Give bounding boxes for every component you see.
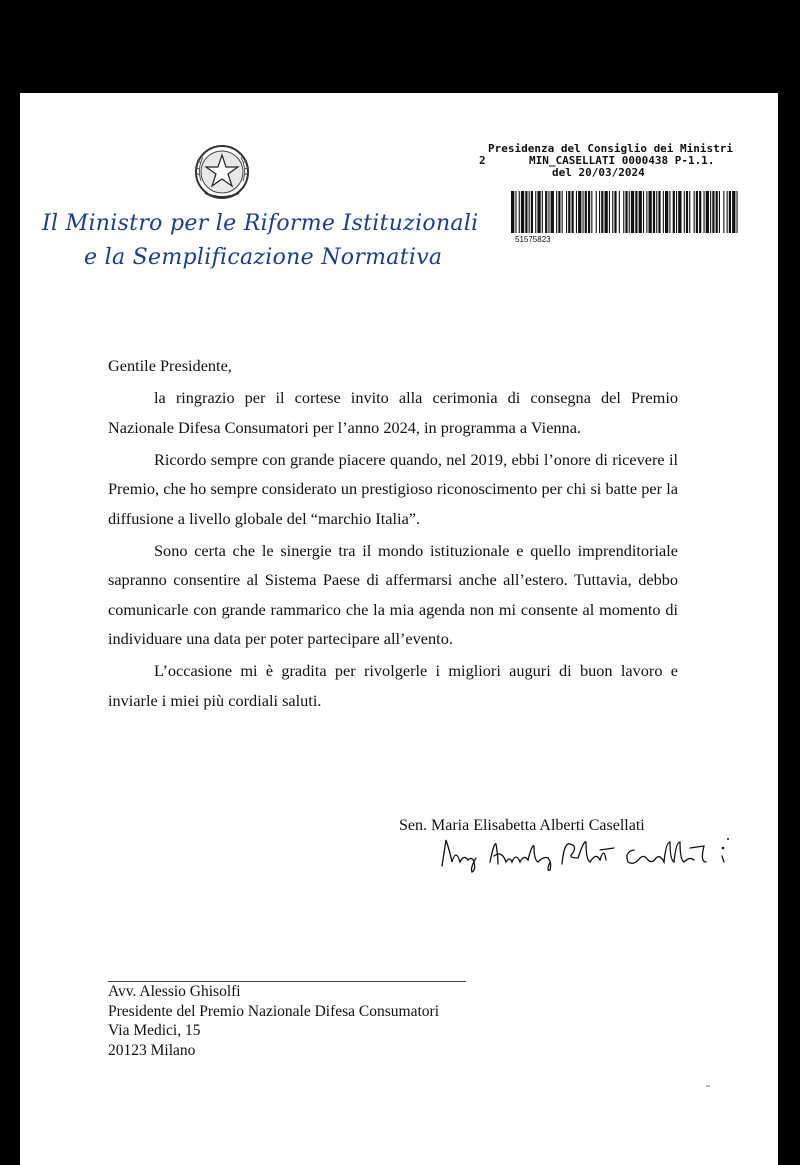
stamp-date: del 20/03/2024 xyxy=(552,166,645,179)
recipient-city: 20123 Milano xyxy=(108,1041,196,1059)
stamp-protocol: MIN_CASELLATI 0000438 P-1.1. xyxy=(529,154,715,167)
paragraph-1: la ringrazio per il cortese invito alla cerimonia di consegna del Premio Nazionale Difesa Consumatori per l’anno 2024, in programma a Vienna. xyxy=(108,388,678,437)
stamp-office: Presidenza del Consiglio dei Ministri xyxy=(488,143,734,155)
barcode-number: 51575823 xyxy=(515,235,551,244)
recipient-title: Presidente del Premio Nazionale Difesa Consumatori xyxy=(108,1002,440,1020)
signatory-name: Sen. Maria Elisabetta Alberti Casellati xyxy=(399,817,645,834)
scan-speck xyxy=(706,1085,710,1087)
protocol-stamp xyxy=(474,143,778,179)
stamp-copy-number: 2 xyxy=(479,154,486,167)
salutation: Gentile Presidente, xyxy=(108,356,232,375)
barcode xyxy=(511,191,739,233)
paragraph-4: L’occasione mi è gradita per rivolgerle i migliori auguri di buon lavoro e inviarle i miei più cordiali saluti. xyxy=(108,661,678,710)
ministry-line-2: e la Semplificazione Normativa xyxy=(84,245,443,270)
ministry-line-1: Il Ministro per le Riforme Istituzionali xyxy=(42,211,479,236)
recipient-name: Avv. Alessio Ghisolfi xyxy=(108,983,241,1000)
letter-body xyxy=(108,351,678,715)
paragraph-3: Sono certa che le sinergie tra il mondo istituzionale e quello imprenditoriale sapranno consentire al Sistema Paese di affermarsi anche all’estero. Tuttavia, debbo comunicarle con grande rammarico che la mia agenda non mi consente al momento di individuare una data per poter partecipare all’evento. xyxy=(108,540,678,648)
recipient-address xyxy=(108,982,439,1060)
handwritten-signature xyxy=(438,832,738,874)
paragraph-2: Ricordo sempre con grande piacere quando, nel 2019, ebbi l’onore di ricevere il Premio, che ho sempre considerato un prestigioso riconoscimento per chi si batte per la diffusione a livello globale del “marchio Italia”. xyxy=(108,449,678,528)
italian-republic-emblem-icon xyxy=(191,141,253,203)
letter-page xyxy=(20,93,778,1165)
ministry-heading xyxy=(42,207,479,275)
recipient-street: Via Medici, 15 xyxy=(108,1022,201,1039)
